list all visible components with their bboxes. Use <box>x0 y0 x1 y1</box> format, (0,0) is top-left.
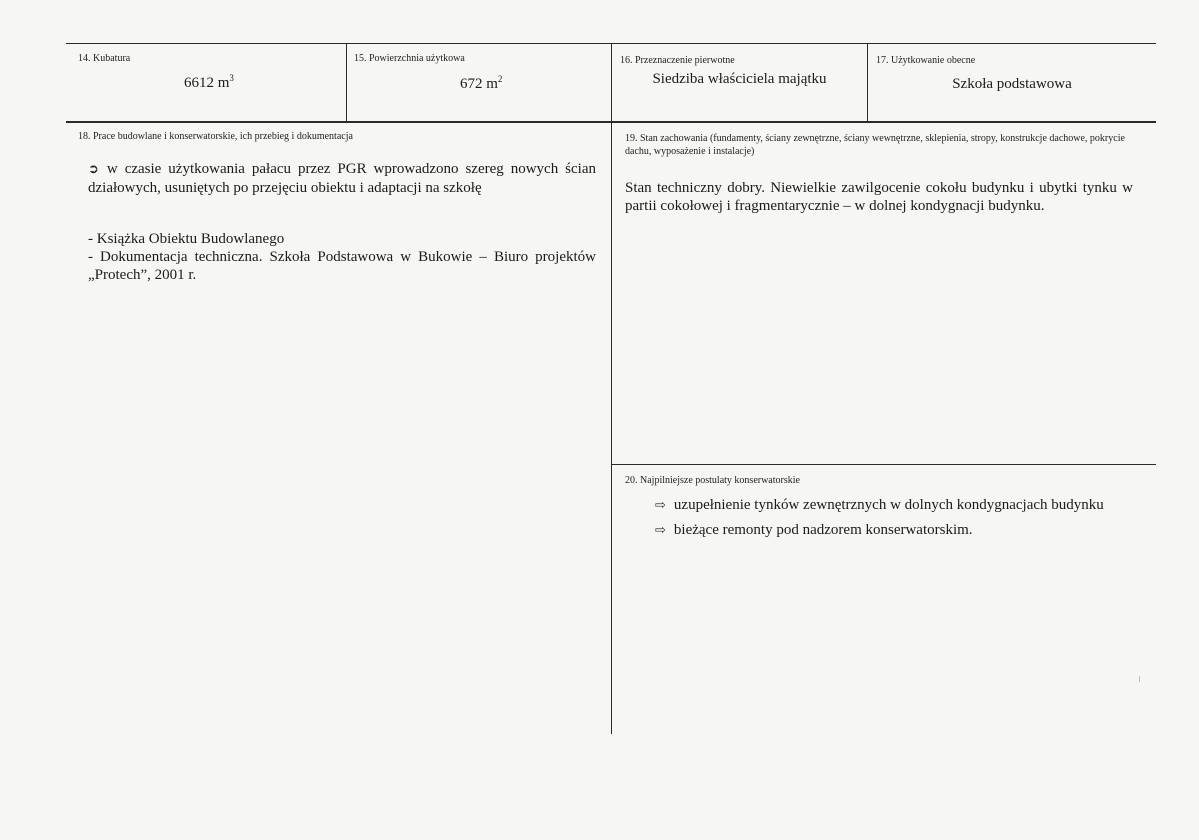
field18-label: 18. Prace budowlane i konserwatorskie, ich przebieg i dokumentacja <box>78 131 353 142</box>
field18-doc-item-2: - Dokumentacja techniczna. Szkoła Podstawowa w Bukowie – Biuro projektów „Protech”, 2001 r. <box>88 249 596 283</box>
field18-docs <box>88 230 596 284</box>
field15-value <box>460 75 502 93</box>
field20-item-1-text: uzupełnienie tynków zewnętrznych w dolnych kondygnacjach budynku <box>673 497 1104 513</box>
field16-label: 16. Przeznaczenie pierwotne <box>620 55 735 66</box>
field14-value <box>184 74 234 92</box>
field17-value: Szkoła podstawowa <box>952 76 1072 92</box>
field14-value-text: 6612 m <box>184 75 230 91</box>
field14-label: 14. Kubatura <box>78 53 131 64</box>
field20-item-2 <box>655 521 973 540</box>
open-right-arrow-icon: ⇨ <box>655 523 666 538</box>
field18-bullet-text: w czasie użytkowania pałacu przez PGR wprowadzono szereg nowych ścian działowych, usuniętych po przejęciu obiektu i adaptacji na szkołę <box>88 161 596 196</box>
field20-label: 20. Najpilniejsze postulaty konserwatorskie <box>625 475 800 486</box>
field15-label: 15. Powierzchnia użytkowa <box>354 53 465 64</box>
field18-doc-item-1: - Książka Obiektu Budowlanego <box>88 231 285 247</box>
field16-value: Siedziba właściciela majątku <box>652 71 827 87</box>
right-arrow-bold-icon: ➲ <box>88 162 99 177</box>
field14-unit-exponent: 3 <box>229 73 234 83</box>
field20-top-line <box>611 464 1156 465</box>
open-right-arrow-icon: ⇨ <box>655 498 666 513</box>
field19-label: 19. Stan zachowania (fundamenty, ściany zewnętrzne, ściany wewnętrzne, sklepienia, stropy, konstrukcje dachowe, pokrycie dachu, wyposażenie i instalacje) <box>625 133 1125 157</box>
field15-unit-exponent: 2 <box>497 74 503 84</box>
field19-text: Stan techniczny dobry. Niewielkie zawilgocenie cokołu budynku i ubytki tynku w partii cokołowej i fragmentarycznie – w dolnej kondygnacji budynku. <box>625 180 1133 214</box>
field18-bullet-paragraph <box>88 160 596 197</box>
field14-right-line <box>346 43 347 122</box>
scan-mark <box>1139 676 1140 682</box>
field20-item-1 <box>655 496 1104 515</box>
field20-item-2-text: bieżące remonty pod nadzorem konserwatorskim. <box>673 522 973 538</box>
field17-label: 17. Użytkowanie obecne <box>876 55 976 66</box>
main-column-divider <box>611 122 612 734</box>
field15-value-text: 672 m <box>460 76 498 92</box>
